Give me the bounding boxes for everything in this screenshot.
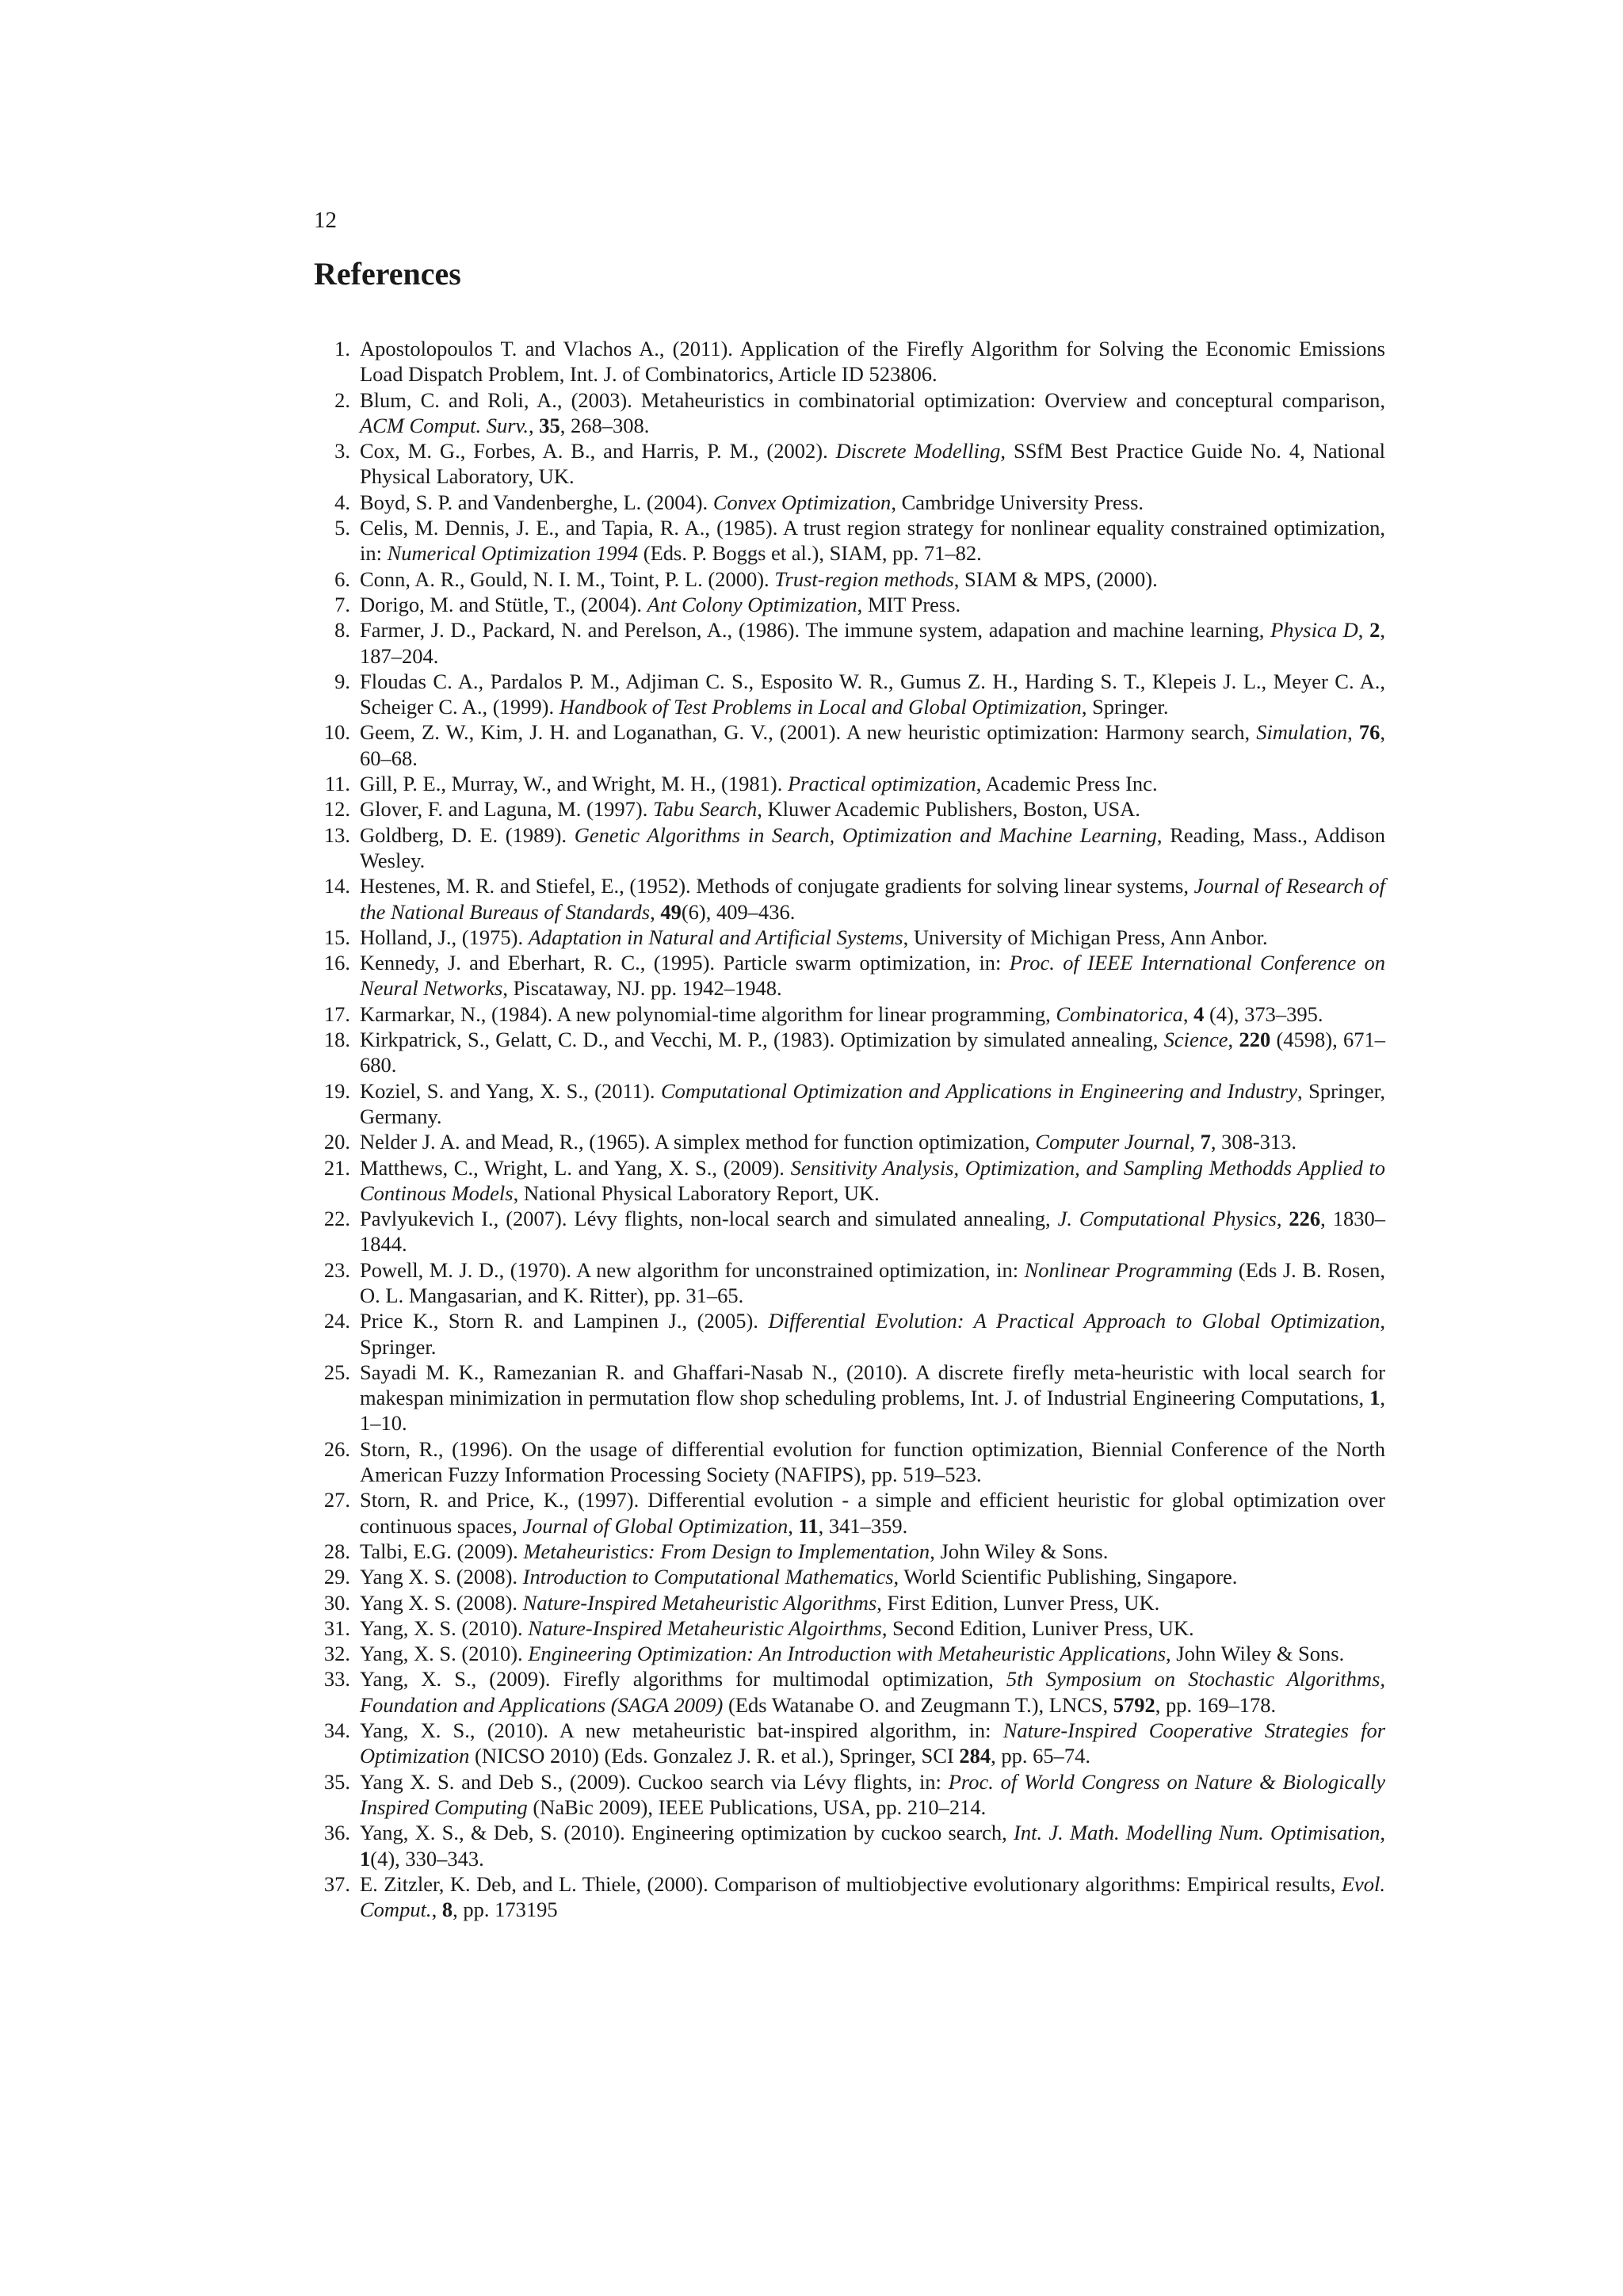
reference-item [314,950,1385,1001]
reference-segment: (Eds J. B. Rosen, O. L. Mangasarian, and K. Ritter), pp. 31–65. [360,1257,1385,1307]
reference-text [360,1565,1237,1589]
reference-italic-segment: Nature-Inspired Cooperative Strategies for Optimization [360,1718,1386,1768]
reference-segment: , pp. 169–178. [1155,1692,1277,1717]
reference-italic-segment: Computational Optimization and Applications in Engineering and Industry [661,1078,1298,1103]
reference-italic-segment: Physica D [1270,618,1358,643]
reference-segment: , Academic Press Inc. [976,772,1158,796]
page-number: 12 [314,208,337,233]
reference-text [360,490,1144,514]
reference-text [360,925,1268,949]
reference-italic-segment: Computer Journal [1035,1130,1190,1154]
reference-segment: , 1–10. [360,1386,1385,1436]
reference-segment: , Springer. [1081,695,1169,719]
reference-number: 18. [323,1028,350,1052]
reference-item [314,1539,1385,1564]
reference-number: 32. [323,1642,350,1666]
reference-segment: , Piscataway, NJ. pp. 1942–1948. [502,976,782,1001]
reference-italic-segment: Nature-Inspired Metaheuristic Algorithms [522,1590,877,1615]
reference-segment: , Cambridge University Press. [891,490,1144,514]
reference-segment: , Springer. [360,1309,1385,1359]
reference-number: 19. [323,1078,350,1103]
reference-item [314,1308,1385,1360]
reference-segment: , John Wiley & Sons. [1166,1642,1345,1666]
reference-segment: (Eds. P. Boggs et al.), SIAM, pp. 71–82. [638,541,982,566]
reference-segment: , 268–308. [559,413,650,437]
reference-number: 35. [323,1769,350,1794]
reference-text [360,1360,1385,1436]
reference-number: 36. [323,1821,350,1845]
reference-bold-segment: 35 [539,413,560,437]
reference-number: 11. [324,772,350,796]
reference-number: 12. [323,797,350,822]
reference-text [360,337,1385,386]
reference-text [360,567,1158,591]
reference-segment: Storn, R. and Price, K., (1997). Differential evolution - a simple and efficient heuristic for global optimization over continuous spaces, [360,1488,1385,1538]
reference-segment: Cox, M. G., Forbes, A. B., and Harris, P. M., (2002). [360,439,836,463]
reference-bold-segment: 1 [360,1846,371,1871]
reference-segment: , 1830–1844. [360,1207,1385,1257]
reference-item [314,1001,1385,1027]
reference-segment: (NaBic 2009), IEEE Publications, USA, pp. 210–214. [527,1794,987,1819]
reference-segment: , [528,413,540,437]
reference-item [314,1078,1385,1130]
reference-list [314,336,1385,1922]
reference-text [360,1309,1385,1358]
reference-segment: , pp. 65–74. [991,1744,1090,1768]
reference-segment: Yang X. S. (2008). [360,1590,523,1615]
reference-segment: , SSfM Best Practice Guide No. 4, National Physical Laboratory, UK. [360,439,1385,489]
reference-number: 14. [323,874,350,898]
reference-segment: , [1358,618,1370,643]
reference-item [314,873,1385,925]
reference-number: 21. [323,1155,350,1180]
reference-segment: Yang, X. S., (2010). A new metaheuristic bat-inspired algorithm, in: [360,1718,1003,1743]
reference-segment: Geem, Z. W., Kim, J. H. and Loganathan, G. V., (2001). A new heuristic optimization: Harmony search, [360,720,1257,745]
reference-italic-segment: Evol. Comput. [360,1871,1385,1922]
reference-segment: Kennedy, J. and Eberhart, R. C., (1995). Particle swarm optimization, in: [360,951,1010,975]
reference-segment: , [1228,1028,1239,1052]
reference-number: 1. [334,337,350,360]
reference-italic-segment: Engineering Optimization: An Introduction with Metaheuristic Applications [528,1642,1167,1666]
reference-number: 26. [323,1436,350,1461]
reference-segment: (6), 409–436. [681,899,796,924]
reference-text [360,618,1385,667]
reference-item [314,1487,1385,1539]
reference-text [360,1156,1385,1205]
reference-text [360,1718,1385,1768]
reference-italic-segment: Genetic Algorithms in Search, Optimization and Machine Learning [574,822,1157,847]
reference-italic-segment: Numerical Optimization 1994 [387,541,639,566]
reference-number: 3. [334,439,350,463]
reference-segment: Dorigo, M. and Stütle, T., (2004). [360,592,647,616]
reference-segment: (4), 330–343. [370,1846,484,1871]
reference-italic-segment: Tabu Search [652,797,758,822]
reference-number: 31. [323,1615,350,1640]
reference-segment: , [650,899,661,924]
reference-item [314,925,1385,950]
reference-segment: , Kluwer Academic Publishers, Boston, USA. [757,797,1140,822]
reference-italic-segment: Combinatorica [1056,1001,1183,1026]
reference-text [360,772,1158,795]
reference-text [360,388,1385,437]
reference-segment: Yang X. S. and Deb S., (2009). Cuckoo search via Lévy flights, in: [360,1769,949,1794]
reference-bold-segment: 11 [798,1513,819,1538]
reference-item [314,1129,1385,1154]
reference-text [360,1872,1385,1921]
reference-segment: Yang, X. S., & Deb, S. (2010). Engineering optimization by cuckoo search, [360,1821,1014,1845]
reference-segment: (4), 373–395. [1204,1001,1323,1026]
reference-number: 6. [334,566,350,591]
reference-segment: , [1276,1207,1289,1231]
reference-segment: , SIAM & MPS, (2000). [953,566,1158,591]
reference-italic-segment: J. Computational Physics [1057,1207,1277,1231]
reference-segment: Blum, C. and Roli, A., (2003). Metaheuristics in combinatorial optimization: Overview and conceptural comparison, [360,387,1385,412]
reference-text [360,823,1385,872]
reference-number: 20. [323,1130,350,1154]
reference-number: 2. [334,387,350,412]
reference-number: 17. [323,1001,350,1026]
reference-number: 37. [323,1871,350,1896]
reference-item [314,1641,1385,1666]
reference-item [314,822,1385,874]
reference-item [314,1155,1385,1207]
reference-text [360,516,1385,565]
reference-item [314,719,1385,771]
reference-segment: Yang, X. S., (2009). Firefly algorithms for multimodal optimization, [360,1667,1006,1691]
reference-text [360,439,1385,488]
reference-item [314,1615,1385,1641]
reference-number: 33. [323,1667,350,1691]
reference-segment: , Springer, Germany. [360,1078,1385,1128]
reference-item [314,1820,1385,1871]
reference-item [314,592,1385,617]
reference-item [314,1206,1385,1257]
reference-italic-segment: Proc. of IEEE International Conference on Neural Networks [360,951,1386,1001]
reference-segment: , National Physical Laboratory Report, UK. [513,1180,880,1205]
reference-segment: Koziel, S. and Yang, X. S., (2011). [360,1078,661,1103]
reference-segment: (4598), 671–680. [360,1028,1386,1077]
reference-italic-segment: Sensitivity Analysis, Optimization, and Sampling Methodds Applied to Continous Models [360,1155,1385,1205]
reference-number: 23. [323,1257,350,1282]
reference-segment: Glover, F. and Laguna, M. (1997). [360,797,653,822]
reference-segment: Karmarkar, N., (1984). A new polynomial-time algorithm for linear programming, [360,1001,1056,1026]
reference-segment: , [1182,1001,1194,1026]
reference-text [360,669,1385,719]
reference-item [314,515,1385,566]
reference-text [360,797,1140,821]
reference-segment: , 308-313. [1210,1130,1297,1154]
reference-bold-segment: 49 [660,899,682,924]
reference-number: 15. [323,925,350,949]
reference-segment: (Eds Watanabe O. and Zeugmann T.), LNCS, [723,1692,1113,1717]
reference-italic-segment: Handbook of Test Problems in Local and Global Optimization [559,695,1082,719]
reference-italic-segment: Adaptation in Natural and Artificial Systems [528,925,903,949]
reference-segment: Apostolopoulos T. and Vlachos A., (2011). Application of the Firefly Algorithm for Solving the Economic Emissions Load Dispatch Problem, Int. J. of Combinatorics, Article ID 523806. [360,337,1385,387]
reference-bold-segment: 284 [959,1744,991,1768]
reference-segment: Powell, M. J. D., (1970). A new algorithm for unconstrained optimization, in: [360,1257,1025,1282]
reference-segment: Yang, X. S. (2010). [360,1642,529,1666]
reference-text [360,1258,1385,1307]
reference-number: 13. [323,822,350,847]
reference-number: 16. [323,951,350,975]
reference-italic-segment: Ant Colony Optimization [647,592,857,616]
reference-text [360,1616,1194,1640]
reference-item [314,1666,1385,1718]
reference-number: 4. [334,490,350,514]
reference-segment: Yang X. S. (2008). [360,1565,523,1589]
reference-item [314,1436,1385,1488]
reference-segment: Boyd, S. P. and Vandenberghe, L. (2004). [360,490,713,514]
reference-italic-segment: Convex Optimization [712,490,892,514]
reference-item [314,1718,1385,1769]
reference-text [360,874,1385,923]
reference-italic-segment: Nonlinear Programming [1024,1257,1233,1282]
reference-segment: (NICSO 2010) (Eds. Gonzalez J. R. et al.), Springer, SCI [469,1744,960,1768]
reference-number: 30. [323,1590,350,1615]
reference-item [314,1590,1385,1615]
reference-segment: Hestenes, M. R. and Stiefel, E., (1952). Methods of conjugate gradients for solving linear systems, [360,874,1194,898]
reference-item [314,1027,1385,1078]
reference-segment: , Reading, Mass., Addison Wesley. [360,822,1385,872]
reference-segment: Storn, R., (1996). On the usage of differential evolution for function optimization, Biennial Conference of the North American Fuzzy Information Processing Society (NAFIPS), pp. 519–523. [360,1436,1385,1487]
reference-italic-segment: Nature-Inspired Metaheuristic Algoirthms [528,1615,882,1640]
reference-segment: , [431,1897,442,1922]
reference-bold-segment: 226 [1289,1207,1321,1231]
reference-item [314,566,1385,592]
reference-bold-segment: 76 [1358,720,1381,745]
reference-bold-segment: 1 [1369,1386,1381,1410]
reference-segment: Talbi, E.G. (2009). [360,1539,524,1563]
reference-segment: Celis, M. Dennis, J. E., and Tapia, R. A., (1985). A trust region strategy for nonlinear equality constrained optimization, in: [360,516,1385,566]
reference-segment: , John Wiley & Sons. [930,1539,1109,1563]
reference-text [360,951,1385,1000]
reference-italic-segment: Discrete Modelling [835,439,1001,463]
reference-bold-segment: 220 [1239,1028,1271,1052]
reference-segment: Pavlyukevich I., (2007). Lévy flights, non-local search and simulated annealing, [360,1207,1058,1231]
reference-item [314,796,1385,822]
reference-italic-segment: Int. J. Math. Modelling Num. Optimisation [1014,1821,1381,1845]
reference-segment: Farmer, J. D., Packard, N. and Perelson, A., (1986). The immune system, adapation and machine learning, [360,618,1271,643]
reference-italic-segment: Journal of Global Optimization [522,1513,789,1538]
reference-segment: Nelder J. A. and Mead, R., (1965). A simplex method for function optimization, [360,1130,1036,1154]
reference-text [360,1488,1385,1537]
reference-item [314,1360,1385,1436]
reference-bold-segment: 5792 [1113,1692,1155,1717]
reference-item [314,771,1385,796]
reference-bold-segment: 4 [1193,1001,1205,1026]
reference-text [360,1130,1296,1154]
reference-segment: E. Zitzler, K. Deb, and L. Thiele, (2000). Comparison of multiobjective evolutionary algorithms: Empirical results, [360,1871,1342,1896]
reference-italic-segment: Practical optimization [787,772,976,796]
reference-segment: , University of Michigan Press, Ann Anbor. [903,925,1268,949]
reference-text [360,593,960,616]
reference-item [314,1769,1385,1821]
reference-italic-segment: 5th Symposium on Stochastic Algorithms, Foundation and Applications (SAGA 2009) [360,1667,1385,1717]
reference-segment: , MIT Press. [857,592,961,616]
reference-italic-segment: Science [1163,1028,1228,1052]
reference-item [314,617,1385,669]
reference-italic-segment: Introduction to Computational Mathematics [522,1565,894,1589]
reference-segment: Price K., Storn R. and Lampinen J., (2005). [360,1309,769,1333]
reference-number: 5. [334,516,350,540]
reference-item [314,336,1385,387]
reference-item [314,1564,1385,1589]
reference-text [360,1642,1344,1665]
reference-italic-segment: Trust-region methods [774,566,954,591]
reference-italic-segment: Proc. of World Congress on Nature & Biologically Inspired Computing [360,1769,1385,1819]
reference-segment: , [788,1513,799,1538]
reference-segment: , 187–204. [360,618,1386,668]
reference-number: 9. [334,669,350,693]
reference-segment: Floudas C. A., Pardalos P. M., Adjiman C. S., Esposito W. R., Gumus Z. H., Harding S. T., Klepeis J. L., Meyer C. A., Scheiger C. A., (1999). [360,669,1385,719]
reference-text [360,720,1385,769]
reference-text [360,1821,1385,1870]
reference-text [360,1539,1108,1563]
reference-bold-segment: 8 [441,1897,453,1922]
reference-segment: Sayadi M. K., Ramezanian R. and Ghaffari-Nasab N., (2010). A discrete firefly meta-heuristic with local search for makespan minimization in permutation flow shop scheduling problems, Int. J. of Industrial Engineering Computations, [360,1360,1385,1410]
reference-segment: Matthews, C., Wright, L. and Yang, X. S., (2009). [360,1155,791,1180]
reference-text [360,1770,1385,1819]
reference-text [360,1079,1385,1128]
reference-segment: , 60–68. [360,720,1386,770]
reference-segment: Holland, J., (1975). [360,925,529,949]
reference-segment: Goldberg, D. E. (1989). [360,822,575,847]
reference-text [360,1591,1159,1615]
reference-segment: , First Edition, Lunver Press, UK. [876,1590,1160,1615]
reference-text [360,1028,1385,1077]
reference-text [360,1437,1385,1486]
reference-text [360,1207,1385,1256]
reference-number: 29. [323,1565,350,1589]
reference-number: 22. [323,1207,350,1231]
reference-segment: Gill, P. E., Murray, W., and Wright, M. H., (1981). [360,772,788,796]
reference-italic-segment: Differential Evolution: A Practical Approach to Global Optimization [768,1309,1381,1333]
reference-segment: , [1380,1821,1385,1845]
reference-number: 10. [323,720,350,745]
reference-item [314,1871,1385,1923]
reference-segment: Kirkpatrick, S., Gelatt, C. D., and Vecchi, M. P., (1983). Optimization by simulated annealing, [360,1028,1164,1052]
reference-segment: Yang, X. S. (2010). [360,1615,529,1640]
reference-number: 7. [334,592,350,616]
references-heading: References [314,256,461,292]
reference-item [314,1257,1385,1309]
reference-italic-segment: Simulation [1256,720,1348,745]
reference-item [314,669,1385,720]
reference-segment: , 341–359. [818,1513,908,1538]
reference-number: 27. [323,1488,350,1512]
reference-segment: , pp. 173195 [453,1897,558,1922]
reference-bold-segment: 7 [1200,1130,1211,1154]
reference-item [314,387,1385,439]
reference-number: 25. [323,1360,350,1384]
reference-italic-segment: Journal of Research of the National Bureaus of Standards [360,874,1385,924]
reference-number: 8. [334,618,350,643]
reference-item [314,490,1385,515]
reference-number: 24. [323,1309,350,1333]
reference-segment: , [1347,720,1359,745]
reference-italic-segment: ACM Comput. Surv. [360,413,529,437]
reference-italic-segment: Metaheuristics: From Design to Implementation [523,1539,930,1563]
reference-item [314,438,1385,490]
reference-segment: , Second Edition, Luniver Press, UK. [881,1615,1194,1640]
reference-bold-segment: 2 [1369,618,1381,643]
reference-segment: , [1190,1130,1201,1154]
reference-number: 28. [323,1539,350,1563]
reference-segment: , World Scientific Publishing, Singapore. [893,1565,1238,1589]
reference-number: 34. [323,1718,350,1743]
reference-text [360,1002,1323,1026]
reference-text [360,1667,1385,1716]
reference-segment: Conn, A. R., Gould, N. I. M., Toint, P. L. (2000). [360,566,775,591]
